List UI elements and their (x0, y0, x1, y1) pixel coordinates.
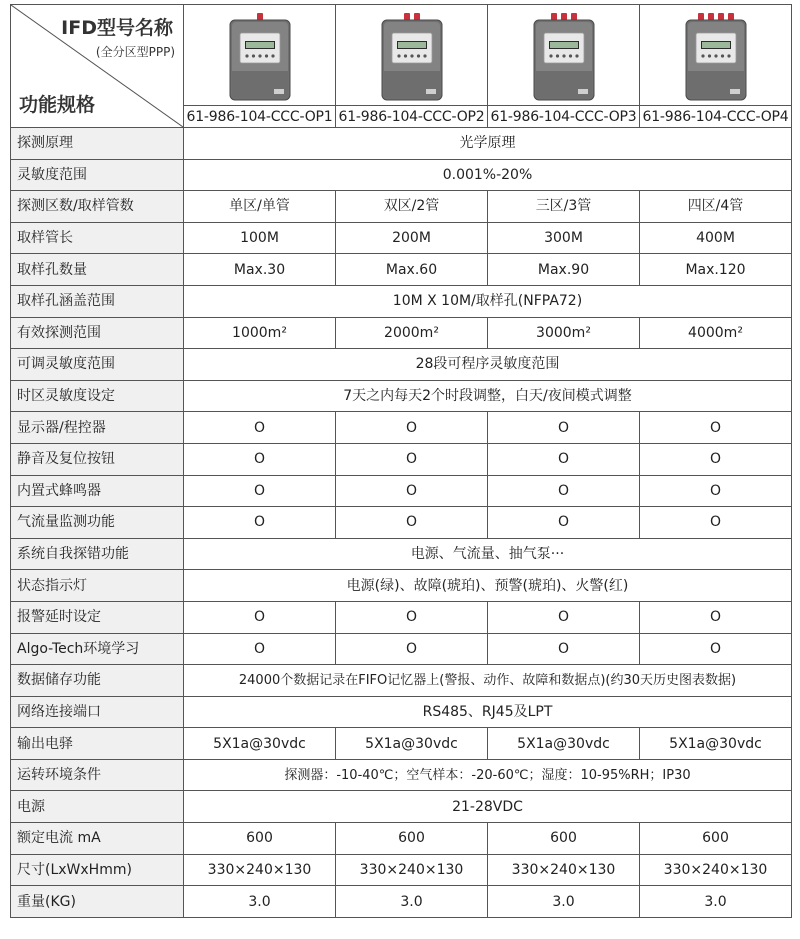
supported-mark: O (640, 601, 792, 633)
spec-label: 额定电流 mA (11, 823, 184, 855)
spec-value-all-models: 光学原理 (184, 128, 792, 160)
spec-label: 数据储存功能 (11, 665, 184, 697)
spec-row (11, 538, 792, 570)
spec-value: 600 (336, 823, 488, 855)
spec-value-all-models: 28段可程序灵敏度范围 (184, 349, 792, 381)
supported-mark: O (184, 475, 336, 507)
spec-row (11, 222, 792, 254)
spec-label: 有效探测范围 (11, 317, 184, 349)
function-spec-heading: 功能规格 (19, 94, 96, 116)
spec-label: 探测区数/取样管数 (11, 191, 184, 223)
spec-row (11, 791, 792, 823)
detector-unit-image (676, 11, 756, 103)
supported-mark: O (336, 412, 488, 444)
product-image-cell (184, 5, 336, 106)
spec-label: 系统自我探错功能 (11, 538, 184, 570)
spec-row (11, 696, 792, 728)
spec-value-all-models: 24000个数据记录在FIFO记忆器上(警报、动作、故障和数据点)(约30天历史图表数据) (184, 665, 792, 697)
spec-value: 330×240×130 (336, 854, 488, 886)
spec-value: 5X1a@30vdc (488, 728, 640, 760)
spec-value: 3.0 (336, 886, 488, 918)
supported-mark: O (640, 475, 792, 507)
spec-table (10, 4, 792, 918)
spec-row (11, 886, 792, 918)
supported-mark: O (336, 601, 488, 633)
spec-row (11, 759, 792, 791)
spec-row (11, 443, 792, 475)
spec-value: 四区/4管 (640, 191, 792, 223)
spec-label: 网络连接端口 (11, 696, 184, 728)
product-image-cell (336, 5, 488, 106)
spec-label: 显示器/程控器 (11, 412, 184, 444)
spec-label: 时区灵敏度设定 (11, 380, 184, 412)
spec-value: 3.0 (488, 886, 640, 918)
model-number: 61-986-104-CCC-OP4 (640, 106, 792, 128)
supported-mark: O (184, 601, 336, 633)
spec-label: 输出电驿 (11, 728, 184, 760)
supported-mark: O (184, 507, 336, 539)
supported-mark: O (184, 443, 336, 475)
spec-value-all-models: 7天之内每天2个时段调整，白天/夜间模式调整 (184, 380, 792, 412)
spec-row (11, 507, 792, 539)
spec-label: Algo-Tech环境学习 (11, 633, 184, 665)
supported-mark: O (640, 443, 792, 475)
spec-row (11, 380, 792, 412)
spec-row (11, 317, 792, 349)
spec-label: 探测原理 (11, 128, 184, 160)
supported-mark: O (488, 633, 640, 665)
supported-mark: O (488, 507, 640, 539)
spec-value: 330×240×130 (640, 854, 792, 886)
spec-label: 内置式蜂鸣器 (11, 475, 184, 507)
spec-row (11, 159, 792, 191)
spec-label: 取样孔数量 (11, 254, 184, 286)
spec-value: 双区/2管 (336, 191, 488, 223)
spec-value-all-models: 电源、气流量、抽气泵··· (184, 538, 792, 570)
detector-unit-image (372, 11, 452, 103)
model-number: 61-986-104-CCC-OP2 (336, 106, 488, 128)
spec-value: Max.30 (184, 254, 336, 286)
spec-value: Max.90 (488, 254, 640, 286)
spec-row (11, 728, 792, 760)
supported-mark: O (640, 507, 792, 539)
supported-mark: O (336, 443, 488, 475)
supported-mark: O (336, 475, 488, 507)
model-type-subheading: (全分区型PPP) (95, 45, 175, 59)
detector-unit-image (524, 11, 604, 103)
spec-label: 电源 (11, 791, 184, 823)
spec-label: 报警延时设定 (11, 601, 184, 633)
supported-mark: O (488, 443, 640, 475)
spec-label: 取样孔涵盖范围 (11, 285, 184, 317)
spec-value: 3.0 (640, 886, 792, 918)
supported-mark: O (184, 412, 336, 444)
spec-value-all-models: 0.001%-20% (184, 159, 792, 191)
model-number: 61-986-104-CCC-OP1 (184, 106, 336, 128)
spec-row (11, 349, 792, 381)
spec-value-all-models: 电源(绿)、故障(琥珀)、预警(琥珀)、火警(红) (184, 570, 792, 602)
spec-value: Max.120 (640, 254, 792, 286)
spec-value: 300M (488, 222, 640, 254)
spec-value: 三区/3管 (488, 191, 640, 223)
spec-row (11, 191, 792, 223)
spec-value-all-models: 21-28VDC (184, 791, 792, 823)
spec-value-all-models: 探测器：-10-40℃；空气样本：-20-60℃；湿度：10-95%RH；IP30 (184, 759, 792, 791)
spec-label: 重量(KG) (11, 886, 184, 918)
spec-label: 灵敏度范围 (11, 159, 184, 191)
spec-value: 600 (488, 823, 640, 855)
supported-mark: O (336, 633, 488, 665)
supported-mark: O (488, 475, 640, 507)
spec-row (11, 128, 792, 160)
spec-label: 状态指示灯 (11, 570, 184, 602)
spec-value: 3000m² (488, 317, 640, 349)
spec-label: 气流量监测功能 (11, 507, 184, 539)
spec-row (11, 633, 792, 665)
spec-value: 200M (336, 222, 488, 254)
spec-label: 可调灵敏度范围 (11, 349, 184, 381)
spec-row (11, 412, 792, 444)
spec-label: 运转环境条件 (11, 759, 184, 791)
supported-mark: O (336, 507, 488, 539)
header-corner (11, 5, 184, 128)
spec-value: 1000m² (184, 317, 336, 349)
detector-unit-image (220, 11, 300, 103)
model-number: 61-986-104-CCC-OP3 (488, 106, 640, 128)
supported-mark: O (488, 412, 640, 444)
spec-value: 2000m² (336, 317, 488, 349)
spec-value-all-models: RS485、RJ45及LPT (184, 696, 792, 728)
spec-value: 400M (640, 222, 792, 254)
spec-row (11, 254, 792, 286)
spec-value: 330×240×130 (184, 854, 336, 886)
spec-value: 100M (184, 222, 336, 254)
supported-mark: O (488, 601, 640, 633)
supported-mark: O (184, 633, 336, 665)
spec-value: 单区/单管 (184, 191, 336, 223)
product-image-cell (488, 5, 640, 106)
spec-value-all-models: 10M X 10M/取样孔(NFPA72) (184, 285, 792, 317)
spec-row (11, 570, 792, 602)
spec-row (11, 823, 792, 855)
spec-value: 5X1a@30vdc (640, 728, 792, 760)
spec-value: 600 (184, 823, 336, 855)
spec-row (11, 475, 792, 507)
spec-value: Max.60 (336, 254, 488, 286)
product-image-cell (640, 5, 792, 106)
spec-value: 3.0 (184, 886, 336, 918)
spec-value: 5X1a@30vdc (336, 728, 488, 760)
spec-row (11, 285, 792, 317)
spec-value: 5X1a@30vdc (184, 728, 336, 760)
spec-row (11, 601, 792, 633)
spec-label: 尺寸(LxWxHmm) (11, 854, 184, 886)
spec-row (11, 854, 792, 886)
spec-value: 4000m² (640, 317, 792, 349)
spec-value: 330×240×130 (488, 854, 640, 886)
spec-value: 600 (640, 823, 792, 855)
spec-row (11, 665, 792, 697)
model-name-heading: IFD型号名称 (61, 17, 173, 39)
supported-mark: O (640, 412, 792, 444)
spec-label: 静音及复位按钮 (11, 443, 184, 475)
supported-mark: O (640, 633, 792, 665)
spec-label: 取样管长 (11, 222, 184, 254)
